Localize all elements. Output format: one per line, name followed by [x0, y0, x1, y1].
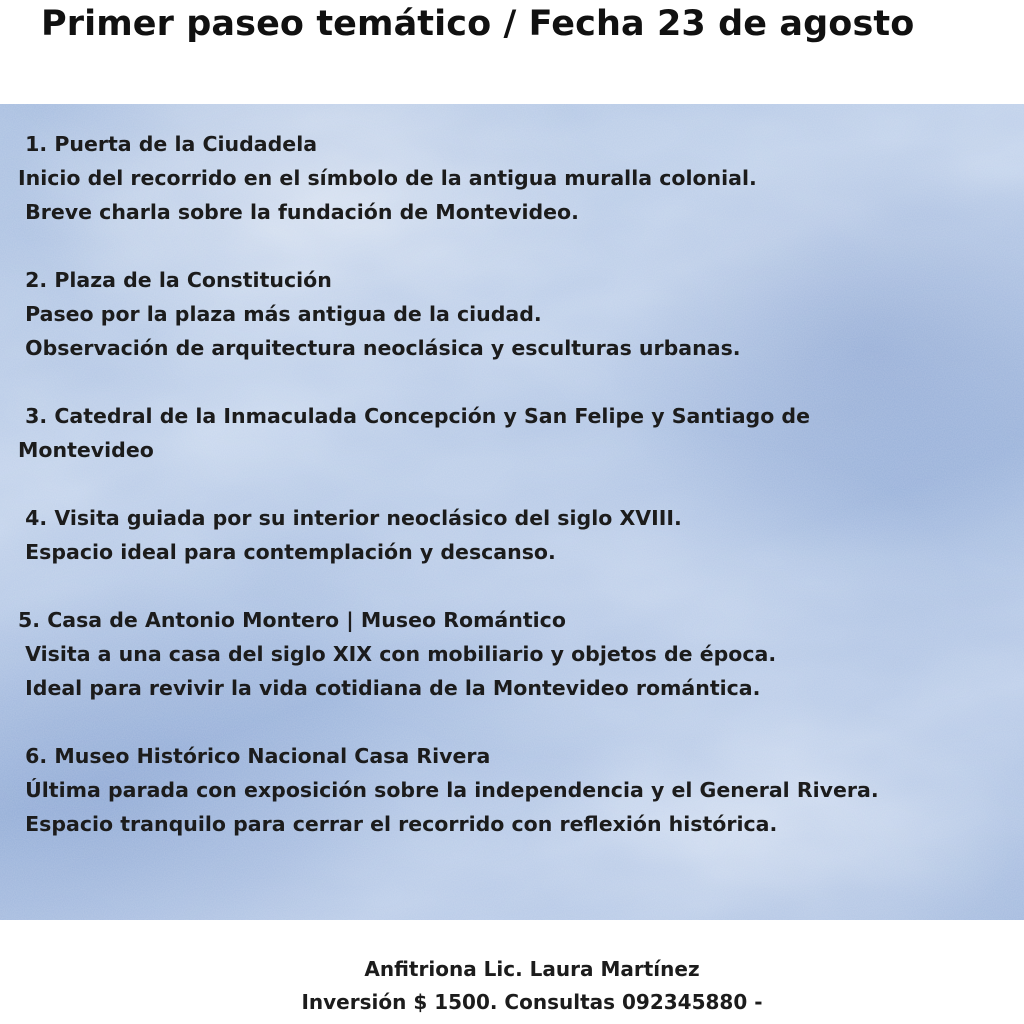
stop-4-desc: Espacio ideal para contemplación y descanso.: [18, 540, 556, 564]
stop-4-title: 4. Visita guiada por su interior neoclásico del siglo XVIII.: [18, 506, 682, 530]
stop-1-desc-2: Breve charla sobre la fundación de Montevideo.: [18, 200, 579, 224]
stop-3-title-cont: Montevideo: [18, 438, 154, 462]
stop-2-desc-2: Observación de arquitectura neoclásica y esculturas urbanas.: [18, 336, 741, 360]
watercolor-panel: [0, 104, 1024, 920]
header: [0, 0, 1024, 104]
stop-1-desc-1: Inicio del recorrido en el símbolo de la antigua muralla colonial.: [18, 166, 757, 190]
stop-6-desc-2: Espacio tranquilo para cerrar el recorrido con reflexión histórica.: [18, 812, 778, 836]
footer: [0, 920, 1024, 1024]
stop-5-title: 5. Casa de Antonio Montero | Museo Romántico: [18, 608, 566, 632]
stop-3-title: 3. Catedral de la Inmaculada Concepción y San Felipe y Santiago de: [18, 404, 811, 428]
stop-1-title: 1. Puerta de la Ciudadela: [18, 132, 318, 156]
stop-5-desc-1: Visita a una casa del siglo XIX con mobiliario y objetos de época.: [18, 642, 777, 666]
stop-2-desc-1: Paseo por la plaza más antigua de la ciudad.: [18, 302, 542, 326]
stop-6-desc-1: Última parada con exposición sobre la independencia y el General Rivera.: [18, 778, 879, 802]
page-title: Primer paseo temático / Fecha 23 de agosto: [41, 4, 915, 44]
price-contact-line: Inversión $ 1500. Consultas 092345880 -: [301, 990, 763, 1014]
stop-6-title: 6. Museo Histórico Nacional Casa Rivera: [18, 744, 491, 768]
host-line: Anfitriona Lic. Laura Martínez: [364, 957, 700, 981]
stop-5-desc-2: Ideal para revivir la vida cotidiana de la Montevideo romántica.: [18, 676, 761, 700]
stop-2-title: 2. Plaza de la Constitución: [18, 268, 332, 292]
